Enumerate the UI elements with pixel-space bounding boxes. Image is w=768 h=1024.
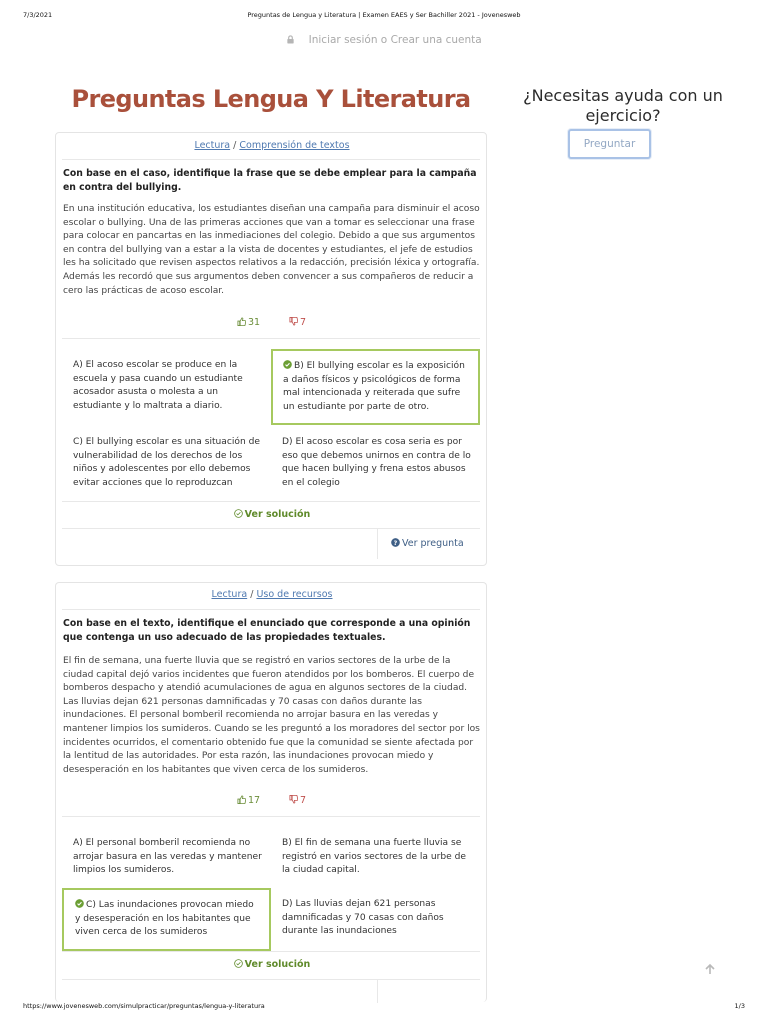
option-c-text: C) Las inundaciones provocan miedo y desesperación en los habitantes que viven cerca de los sumideros <box>75 900 254 938</box>
print-page-number: 1/3 <box>734 1002 745 1010</box>
check-circle-outline-icon <box>234 959 243 968</box>
option-b-correct[interactable] <box>271 349 480 425</box>
print-date: 7/3/2021 <box>23 11 53 19</box>
dislike-count: 7 <box>300 795 307 806</box>
breadcrumb <box>56 140 488 151</box>
divider <box>62 951 480 952</box>
question-text: Con base en el texto, identifique el enunciado que corresponde a una opinión que contenga un uso adecuado de las propiedades textuales. <box>63 618 471 643</box>
print-url: https://www.jovenesweb.com/simulpracticar/preguntas/lengua-y-literatura <box>23 1002 265 1010</box>
breadcrumb-separator: / <box>233 140 237 151</box>
question-context: En una institución educativa, los estudiantes diseñan una campaña para disminuir el acoso escolar o bullying. Una de las primeras acciones que van a tomar es seleccionar una frase para colocar en pancartas en las inmediaciones del colegio. Debido a que sus argumentos en contra del bullying van a estar a la vista de docentes y estudiantes, el jefe de estudios les ha solicitado que revisen aspectos relativos a la redacción, precisión léxica y ortografía. Además les recordó que sus argumentos deben convencer a sus compañeros de reducir a cero las prácticas de acoso escolar. <box>63 204 480 296</box>
dislike-button[interactable] <box>289 795 306 806</box>
breadcrumb-category-link[interactable]: Lectura <box>194 140 231 151</box>
option-a[interactable]: A) El acoso escolar se produce en la escuela y pasa cuando un estudiante acosador asusta o molesta a un estudiante y lo maltrata a diario. <box>73 360 243 411</box>
divider <box>62 338 480 339</box>
question-card <box>55 582 487 1002</box>
divider <box>62 609 480 610</box>
breadcrumb <box>56 589 488 600</box>
view-solution-label: Ver solución <box>244 959 311 970</box>
view-solution-button[interactable] <box>56 959 488 970</box>
question-circle-icon <box>391 538 400 547</box>
arrow-up-icon[interactable] <box>703 962 717 976</box>
like-count: 31 <box>248 317 261 328</box>
like-button[interactable] <box>237 795 260 806</box>
login-link[interactable]: Iniciar sesión o Crear una cuenta <box>308 34 482 46</box>
question-card <box>55 132 487 566</box>
thumbs-up-icon <box>237 317 246 326</box>
dislike-count: 7 <box>300 317 307 328</box>
ask-question-button[interactable]: Preguntar <box>568 129 651 159</box>
thumbs-up-icon <box>237 795 246 804</box>
breadcrumb-category-link[interactable]: Lectura <box>211 589 248 600</box>
help-heading: ¿Necesitas ayuda con un ejercicio? <box>523 86 723 125</box>
option-a[interactable]: A) El personal bomberil recomienda no arrojar basura en las veredas y mantener limpios los sumideros. <box>73 838 262 876</box>
option-d[interactable]: D) El acoso escolar es cosa seria es por eso que debemos unirnos en contra de lo que hacen bullying y frena estos abusos en el colegio <box>282 437 471 488</box>
check-circle-icon <box>75 899 84 908</box>
view-question-label: Ver pregunta <box>402 538 464 549</box>
divider <box>62 159 480 160</box>
view-solution-button[interactable] <box>56 509 488 520</box>
print-title: Preguntas de Lengua y Literatura | Examen EAES y Ser Bachiller 2021 - Jovenesweb <box>247 11 521 19</box>
divider <box>62 979 480 980</box>
page-title: Preguntas Lengua Y Literatura <box>71 85 471 113</box>
option-b-text: B) El bullying escolar es la exposición a daños físicos y psicológicos de forma mal intencionada y reiterada que sufre un estudiante por parte de otro. <box>283 361 465 412</box>
vertical-divider <box>377 529 378 559</box>
like-count: 17 <box>248 795 261 806</box>
login-bar <box>0 34 768 46</box>
thumbs-down-icon <box>289 795 298 804</box>
print-header <box>0 11 768 23</box>
question-text: Con base en el caso, identifique la frase que se debe emplear para la campaña en contra del bullying. <box>63 168 477 193</box>
check-circle-icon <box>283 360 292 369</box>
option-b[interactable]: B) El fin de semana una fuerte lluvia se registró en varios sectores de la urbe de la ciudad capital. <box>282 838 466 876</box>
question-context: El fin de semana, una fuerte lluvia que se registró en varios sectores de la urbe de la ciudad capital dejó varios incidentes que fueron atendidos por los bomberos. El cuerpo de bomberos despacho y atendió acumulaciones de agua en algunos sectores de la ciudad. Las lluvias dejan 621 personas damnificadas y 70 casas con daños durante las inundaciones. El personal bomberil recomienda no arrojar basura en las veredas y mantener limpios los sumideros. Cuando se les preguntó a los moradores del sector por los incidentes ocurridos, el comentario obtenido fue que la comunidad se siente afectada por la lentitud de las autoridades. Por esta razón, las inundaciones provocan miedo y desesperación en los habitantes que viven cerca de los sumideros. <box>63 656 480 775</box>
lock-icon <box>286 35 295 44</box>
breadcrumb-subcategory-link[interactable]: Uso de recursos <box>256 589 333 600</box>
svg-text:?: ? <box>393 539 398 547</box>
breadcrumb-subcategory-link[interactable]: Comprensión de textos <box>239 140 350 151</box>
breadcrumb-separator: / <box>250 589 254 600</box>
divider <box>62 816 480 817</box>
check-circle-outline-icon <box>234 509 243 518</box>
thumbs-down-icon <box>289 317 298 326</box>
option-d[interactable]: D) Las lluvias dejan 621 personas damnificadas y 70 casas con daños durante las inundaciones <box>282 899 444 937</box>
view-solution-label: Ver solución <box>244 509 311 520</box>
like-button[interactable] <box>237 317 260 328</box>
divider <box>62 528 480 529</box>
vertical-divider <box>377 980 378 1003</box>
view-question-button[interactable] <box>391 538 464 549</box>
dislike-button[interactable] <box>289 317 306 328</box>
option-c-correct[interactable] <box>62 888 271 951</box>
divider <box>62 501 480 502</box>
option-c[interactable]: C) El bullying escolar es una situación de vulnerabilidad de los derechos de los niños y adolescentes por ello debemos evitar acciones que lo reproduzcan <box>73 437 260 488</box>
